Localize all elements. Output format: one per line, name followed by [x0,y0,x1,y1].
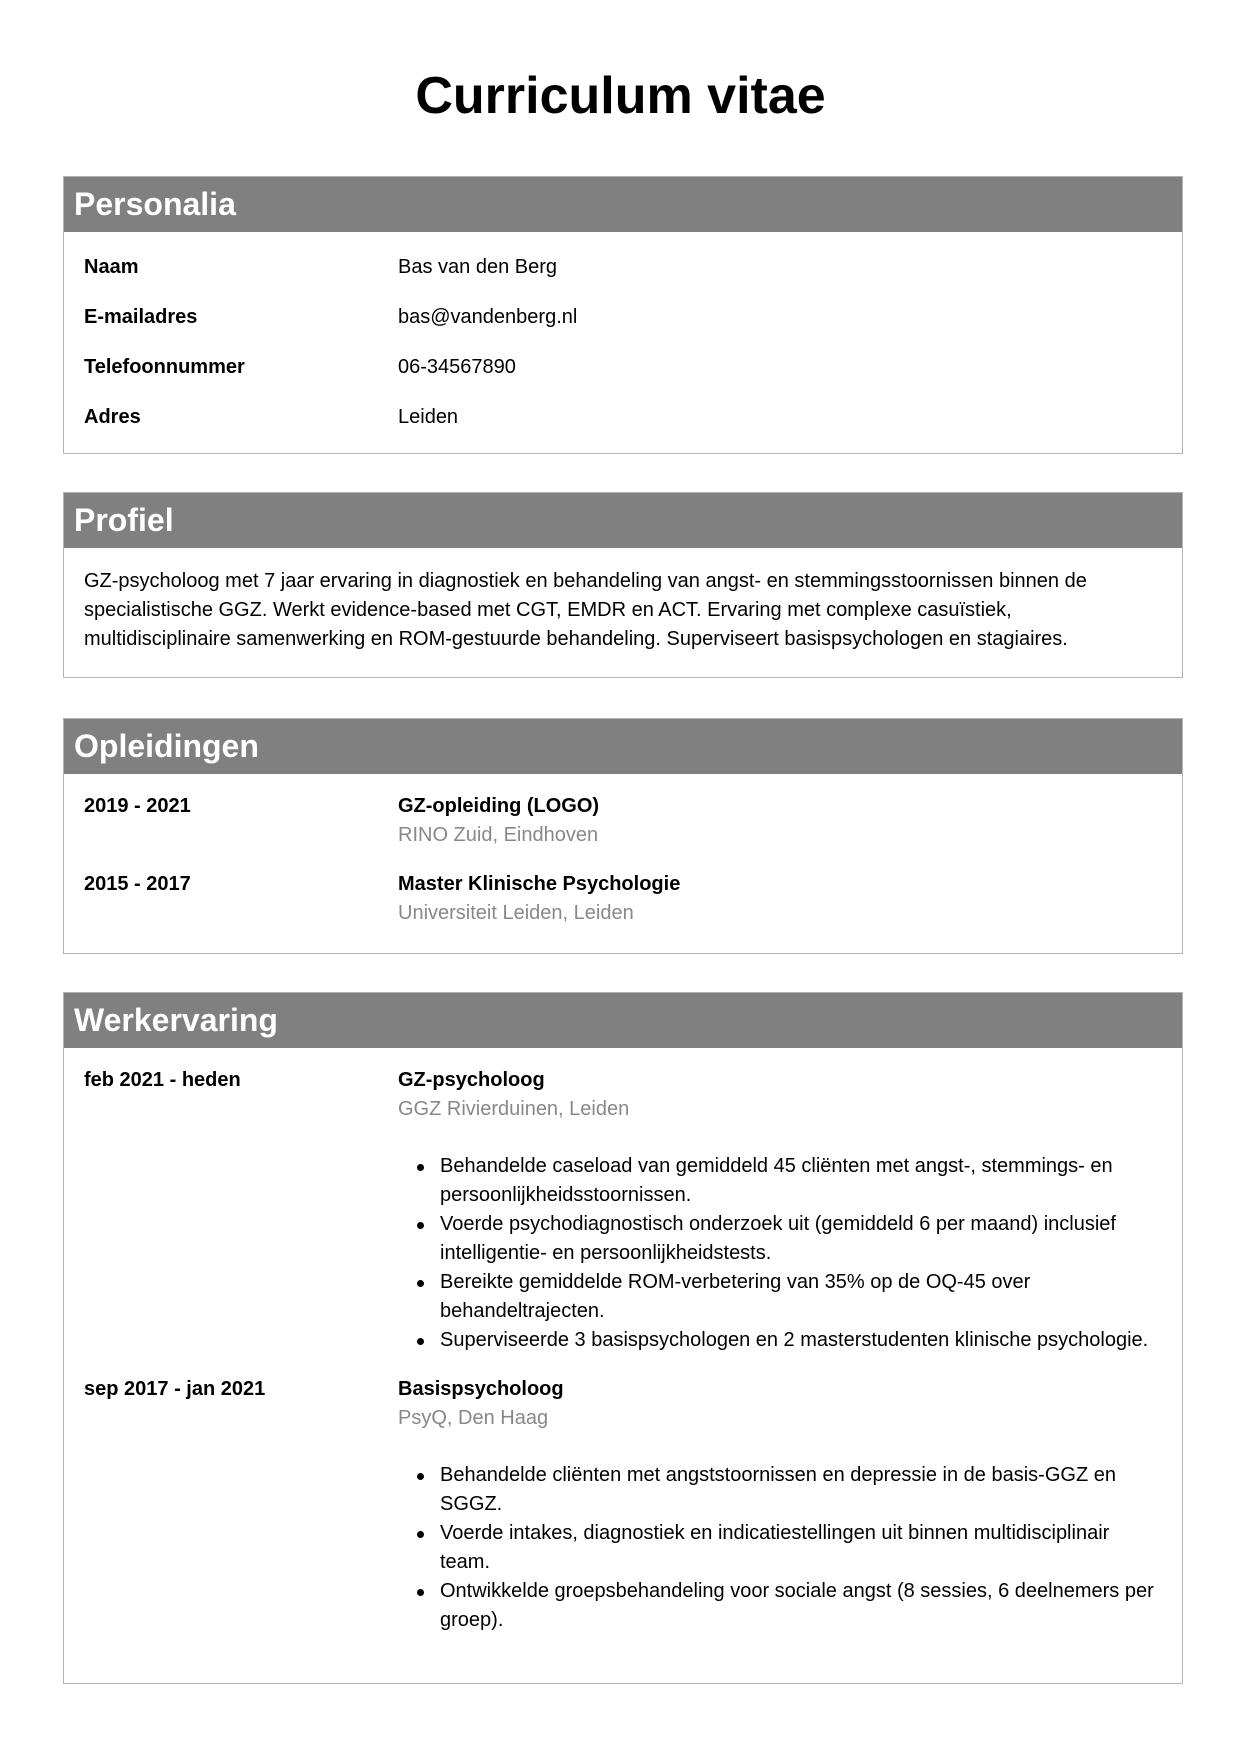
profiel-section [63,492,1183,678]
profiel-body [64,548,1182,672]
opleidingen-header: Opleidingen [64,719,1182,774]
personalia-row-name [84,242,1162,292]
job-bullet: Superviseerde 3 basispsychologen en 2 masterstudenten klinische psychologie. [440,1326,1162,1355]
job-bullet: Voerde intakes, diagnostiek en indicatiestellingen uit binnen multidisciplinair team. [440,1519,1162,1577]
job-details [398,1066,1162,1355]
name-value: Bas van den Berg [398,255,557,278]
education-title: Master Klinische Psychologie [398,873,681,895]
education-title: GZ-opleiding (LOGO) [398,795,600,817]
job-title: Basispsycholoog [398,1378,564,1400]
personalia-header: Personalia [64,177,1182,232]
job-title: GZ-psycholoog [398,1069,545,1091]
job-details [398,1375,1162,1635]
job-bullet: Bereikte gemiddelde ROM-verbetering van 35% op de OQ-45 over behandeltrajecten. [440,1268,1162,1326]
profile-text: GZ-psycholoog met 7 jaar ervaring in diagnostiek en behandeling van angst- en stemmingsstoornissen binnen de specialistische GGZ. Werkt evidence-based met CGT, EMDR en ACT. Ervaring met complexe casuïstiek, multidisciplinaire samenwerking en ROM-gestuurde behandeling. Superviseert basispsychologen en stagiaires. [84,570,1087,650]
werkervaring-body [64,1048,1182,1653]
werkervaring-header: Werkervaring [64,993,1182,1048]
email-label: E-mailadres [84,305,198,328]
email-value: bas@vandenberg.nl [398,305,578,328]
werkervaring-section [63,992,1183,1684]
job-employer: PsyQ, Den Haag [398,1407,549,1429]
profiel-header: Profiel [64,493,1182,548]
education-place: Universiteit Leiden, Leiden [398,902,634,924]
personalia-row-address [84,392,1162,442]
address-label: Adres [84,405,141,428]
education-period: 2019 - 2021 [84,795,191,817]
address-value: Leiden [398,405,459,428]
education-details [398,870,1162,928]
job-bullet: Behandelde cliënten met angststoornissen en depressie in de basis-GGZ en SGGZ. [440,1461,1162,1519]
job-entry [84,1375,1162,1635]
education-place: RINO Zuid, Eindhoven [398,824,599,846]
job-bullets [398,1461,1162,1635]
job-entry [84,1066,1162,1355]
job-period: feb 2021 - heden [84,1069,241,1091]
education-entry [84,870,1162,928]
personalia-row-phone [84,342,1162,392]
phone-value: 06-34567890 [398,355,516,378]
name-label: Naam [84,255,139,278]
education-entry [84,792,1162,850]
opleidingen-body [64,774,1182,946]
opleidingen-section [63,718,1183,954]
job-period: sep 2017 - jan 2021 [84,1378,266,1400]
job-employer: GGZ Rivierduinen, Leiden [398,1098,630,1120]
job-bullet: Voerde psychodiagnostisch onderzoek uit (gemiddeld 6 per maand) inclusief intelligentie- en persoonlijkheidstests. [440,1210,1162,1268]
education-period: 2015 - 2017 [84,873,191,895]
job-bullets [398,1152,1162,1355]
personalia-row-email [84,292,1162,342]
page-title: Curriculum vitae [415,67,826,125]
job-bullet: Behandelde caseload van gemiddeld 45 cliënten met angst-, stemmings- en persoonlijkheidsstoornissen. [440,1152,1162,1210]
job-bullet: Ontwikkelde groepsbehandeling voor sociale angst (8 sessies, 6 deelnemers per groep). [440,1577,1162,1635]
phone-label: Telefoonnummer [84,355,245,378]
personalia-body [64,232,1182,460]
personalia-section [63,176,1183,454]
education-details [398,792,1162,850]
